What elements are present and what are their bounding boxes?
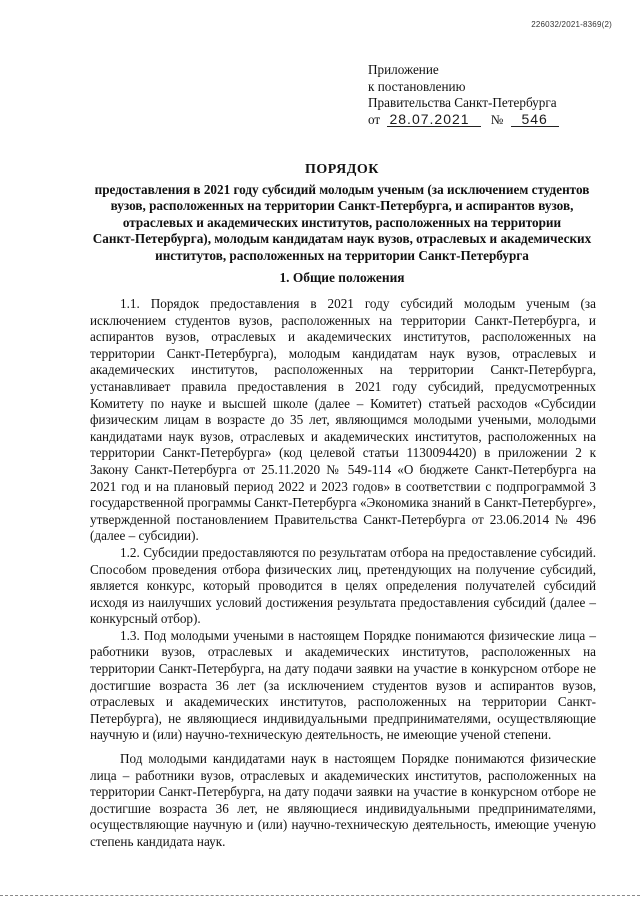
- paragraph-1-3: 1.3. Под молодыми учеными в настоящем Порядке понимаются физические лица – работники вузов, отраслевых и академических институтов, расположенных на территории Санкт-Петербурга, на дату подачи заявки на участие в конкурсном отборе не достигшие возраста 36 лет (за исключением студентов вузов и аспирантов вузов, отраслевых и академических институтов, расположенных на территории Санкт-Петербурга), не являющиеся индивидуальными предпринимателями, осуществляющие научную и (или) научно-техническую деятельность, не имеющие ученой степени.: [90, 627, 596, 743]
- title-line-4: Санкт-Петербурга), молодым кандидатам наук вузов, отраслевых и академических: [92, 231, 592, 247]
- section-body: [90, 296, 596, 851]
- title-main: ПОРЯДОК: [305, 162, 379, 177]
- handwritten-number: 546: [511, 112, 559, 127]
- paragraph-1-3-cont: Под молодыми кандидатами наук в настоящем Порядке понимаются физические лица – работники вузов, отраслевых и академических институтов, расположенных на территории Санкт-Петербурга, на дату подачи заявки на участие в конкурсном отборе не достигшие возраста 36 лет, не являющиеся индивидуальными предпринимателями, осуществляющие научную и (или) научно-техническую деятельность, имеющие ученую степень кандидата наук.: [90, 751, 596, 849]
- number-label: №: [490, 111, 504, 127]
- attachment-line-3: Правительства Санкт-Петербурга: [368, 95, 557, 110]
- paragraph-1-2: 1.2. Субсидии предоставляются по результатам отбора на предоставление субсидий. Способом проведения отбора физических лиц, претендующих на получение субсидий, является конкурс, который проводится в целях определения получателей субсидий исходя из наилучших условий достижения результата предоставления субсидий (далее – конкурсный отбор).: [90, 544, 596, 627]
- title-line-1: предоставления в 2021 году субсидий молодым ученым (за исключением студентов: [94, 181, 590, 197]
- scan-bottom-edge: [0, 895, 640, 896]
- paragraph-1-1: 1.1. Порядок предоставления в 2021 году субсидий молодым ученым (за исключением студентов вузов, расположенных на территории Санкт-Петербурга, и аспирантов вузов, отраслевых и академических институтов, расположенных на территории Санкт-Петербурга), молодым кандидатам наук вузов, отраслевых и академических институтов, расположенных на территории Санкт-Петербурга, устанавливает правила предоставления в 2021 году субсидий, предусмотренных Комитету по науке и высшей школе (далее – Комитет) статьей расходов «Субсидии физическим лицам в возрасте до 35 лет, являющимся молодыми учеными, молодыми кандидатами наук вузов, отраслевых и академических институтов, расположенных на территории Санкт-Петербурга» (код целевой статьи 1130094420) в приложении 2 к Закону Санкт-Петербурга от 25.11.2020 № 549-114 «О бюджете Санкт-Петербурга на 2021 год и на плановый период 2022 и 2023 годов» в соответствии с подпрограммой 3 государственной программы Санкт-Петербурга «Экономика знаний в Санкт-Петербурге», утвержденной постановлением Правительства Санкт-Петербурга от 23.06.2014 № 496 (далее – субсидии).: [90, 296, 596, 544]
- registration-stamp: 226032/2021-8369(2): [531, 20, 612, 29]
- attachment-date-line: [368, 112, 588, 129]
- handwritten-date: 28.07.2021: [387, 112, 481, 127]
- title-line-3: отраслевых и академических институтов, расположенных на территории: [122, 214, 562, 230]
- title-line-2: вузов, расположенных на территории Санкт-Петербурга, и аспирантов вузов,: [110, 198, 574, 214]
- attachment-line-2: к постановлению: [368, 78, 466, 94]
- section-heading: 1. Общие положения: [279, 270, 405, 285]
- date-prefix: от: [368, 111, 381, 127]
- attachment-block: [368, 62, 588, 128]
- attachment-line-1: Приложение: [368, 62, 439, 77]
- document-title: [90, 162, 594, 265]
- title-line-5: институтов, расположенных на территории Санкт-Петербурга: [155, 247, 529, 263]
